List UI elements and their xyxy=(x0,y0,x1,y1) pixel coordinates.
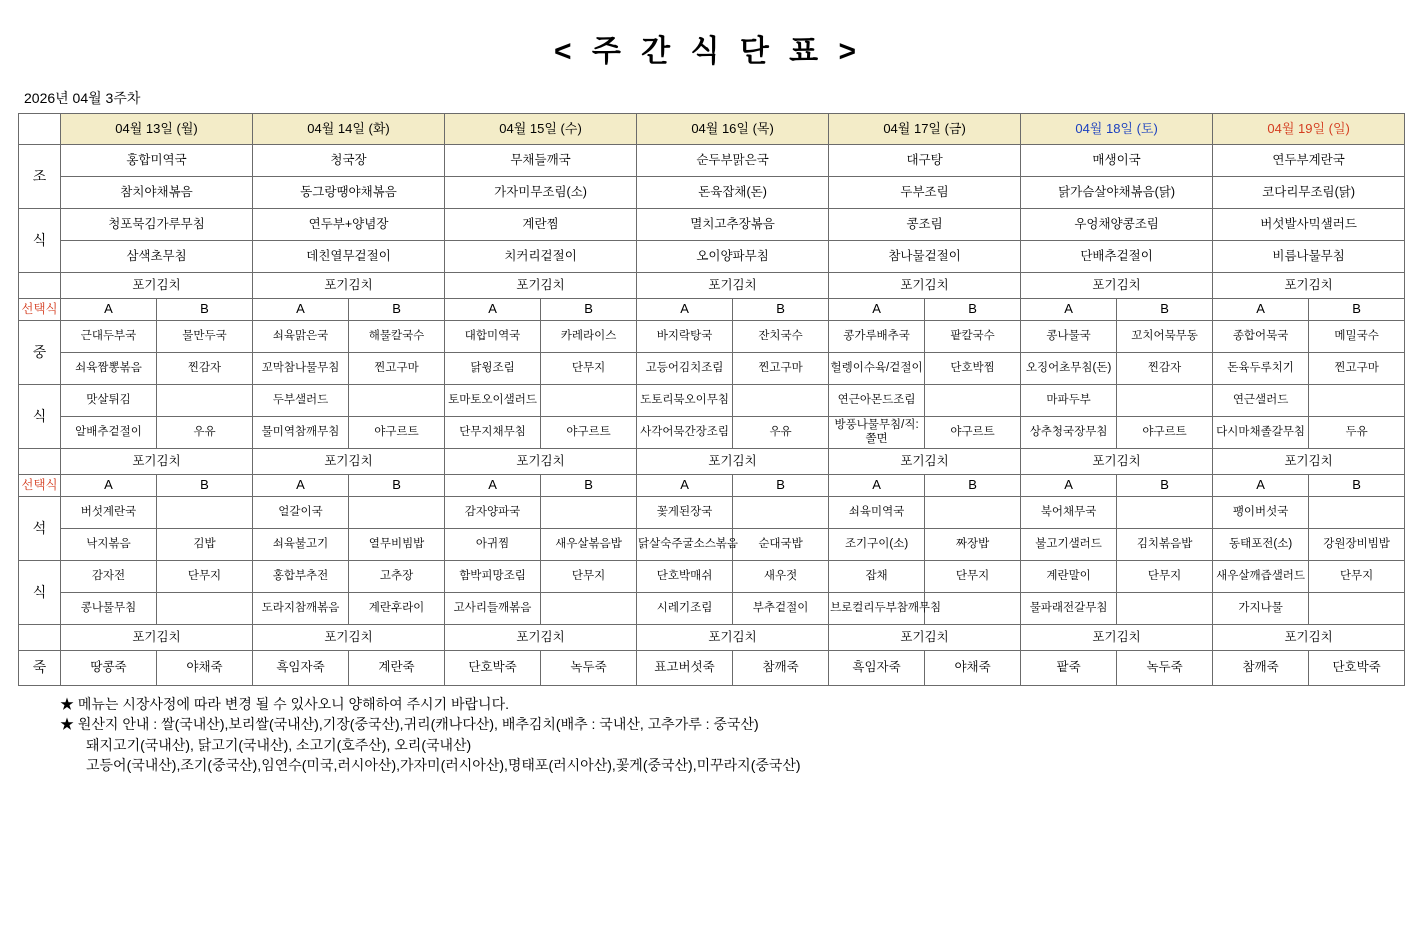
breakfast-kimchi-sat: 포기김치 xyxy=(1021,273,1213,299)
breakfast-sun-2: 코다리무조림(닭) xyxy=(1213,177,1405,209)
header-corner xyxy=(19,114,61,145)
breakfast-thu-4: 오이양파무침 xyxy=(637,241,829,273)
dinner-mon-a-2: 낙지볶음 xyxy=(61,529,157,561)
porridge-wed-b: 녹두죽 xyxy=(541,651,637,686)
dinner-mon-b-1 xyxy=(157,497,253,529)
dinner-kimchi-mon: 포기김치 xyxy=(61,625,253,651)
dinner-sat-b-2: 김치볶음밥 xyxy=(1117,529,1213,561)
dinner-mon-a-1: 버섯계란국 xyxy=(61,497,157,529)
lunch-wed-a-1: 대합미역국 xyxy=(445,321,541,353)
dinner-fri-a-label: A xyxy=(829,475,925,497)
lunch-kimchi-sat: 포기김치 xyxy=(1021,449,1213,475)
lunch-thu-a-2: 고등어김치조림 xyxy=(637,353,733,385)
lunch-tue-a-label: A xyxy=(253,299,349,321)
dinner-sun-b-4 xyxy=(1309,593,1405,625)
lunch-wed-b-4: 야구르트 xyxy=(541,417,637,449)
dinner-wed-b-4 xyxy=(541,593,637,625)
lunch-mon-a-3: 맛살튀김 xyxy=(61,385,157,417)
row-label-lunch-2: 식 xyxy=(19,385,61,449)
dinner-sun-b-3: 단무지 xyxy=(1309,561,1405,593)
dinner-thu-b-1 xyxy=(733,497,829,529)
dinner-row-2 xyxy=(19,529,1405,561)
note-line-3: 돼지고기(국내산), 닭고기(국내산), 소고기(호주산), 오리(국내산) xyxy=(86,736,472,753)
breakfast-thu-2: 돈육잡채(돈) xyxy=(637,177,829,209)
porridge-sat-b: 녹두죽 xyxy=(1117,651,1213,686)
lunch-fri-b-2: 단호박찜 xyxy=(925,353,1021,385)
breakfast-wed-2: 가자미무조림(소) xyxy=(445,177,637,209)
breakfast-sun-1: 연두부계란국 xyxy=(1213,145,1405,177)
lunch-fri-a-1: 콩가루배추국 xyxy=(829,321,925,353)
dinner-sat-a-label: A xyxy=(1021,475,1117,497)
lunch-wed-b-3 xyxy=(541,385,637,417)
dinner-thu-b-2: 순대국밥 xyxy=(733,529,829,561)
lunch-sun-b-2: 찐고구마 xyxy=(1309,353,1405,385)
dinner-thu-a-4: 시레기조림 xyxy=(637,593,733,625)
row-label-dinner-kimchi xyxy=(19,625,61,651)
breakfast-tue-4: 데친열무겉절이 xyxy=(253,241,445,273)
dinner-mon-a-4: 콩나물무침 xyxy=(61,593,157,625)
lunch-sat-a-label: A xyxy=(1021,299,1117,321)
lunch-wed-a-2: 닭윙조림 xyxy=(445,353,541,385)
dinner-kimchi-wed: 포기김치 xyxy=(445,625,637,651)
lunch-sat-a-4: 상추청국장무침 xyxy=(1021,417,1117,449)
lunch-tue-a-3: 두부샐러드 xyxy=(253,385,349,417)
dinner-sun-a-label: A xyxy=(1213,475,1309,497)
day-header-fri: 04월 17일 (금) xyxy=(829,114,1021,145)
dinner-choice-label: 선택식 xyxy=(19,475,61,497)
dinner-kimchi-sat: 포기김치 xyxy=(1021,625,1213,651)
lunch-thu-a-1: 바지락탕국 xyxy=(637,321,733,353)
dinner-kimchi-tue: 포기김치 xyxy=(253,625,445,651)
dinner-tue-a-2: 쇠육불고기 xyxy=(253,529,349,561)
dinner-wed-b-3: 단무지 xyxy=(541,561,637,593)
breakfast-mon-1: 홍합미역국 xyxy=(61,145,253,177)
lunch-mon-b-1: 물만두국 xyxy=(157,321,253,353)
day-header-tue: 04월 14일 (화) xyxy=(253,114,445,145)
lunch-fri-b-1: 팥칼국수 xyxy=(925,321,1021,353)
porridge-mon-a: 땅콩죽 xyxy=(61,651,157,686)
weekly-menu-page xyxy=(0,26,1416,942)
dinner-tue-b-2: 열무비빔밥 xyxy=(349,529,445,561)
lunch-tue-b-3 xyxy=(349,385,445,417)
dinner-kimchi-sun: 포기김치 xyxy=(1213,625,1405,651)
breakfast-kimchi-mon: 포기김치 xyxy=(61,273,253,299)
dinner-wed-a-1: 감자양파국 xyxy=(445,497,541,529)
lunch-mon-b-3 xyxy=(157,385,253,417)
dinner-wed-b-2: 새우살볶음밥 xyxy=(541,529,637,561)
breakfast-sat-1: 매생이국 xyxy=(1021,145,1213,177)
dinner-choice-row xyxy=(19,475,1405,497)
porridge-fri-b: 야채죽 xyxy=(925,651,1021,686)
dinner-thu-a-3: 단호박매쉬 xyxy=(637,561,733,593)
day-header-sat: 04월 18일 (토) xyxy=(1021,114,1213,145)
dinner-row-3 xyxy=(19,561,1405,593)
lunch-kimchi-fri: 포기김치 xyxy=(829,449,1021,475)
lunch-kimchi-thu: 포기김치 xyxy=(637,449,829,475)
lunch-tue-b-4: 야구르트 xyxy=(349,417,445,449)
lunch-tue-b-1: 해물칼국수 xyxy=(349,321,445,353)
breakfast-fri-1: 대구탕 xyxy=(829,145,1021,177)
lunch-kimchi-sun: 포기김치 xyxy=(1213,449,1405,475)
breakfast-mon-2: 참치야채볶음 xyxy=(61,177,253,209)
dinner-sun-a-3: 새우살깨즙샐러드 xyxy=(1213,561,1309,593)
porridge-tue-a: 흑임자죽 xyxy=(253,651,349,686)
lunch-tue-b-2: 찐고구마 xyxy=(349,353,445,385)
dinner-fri-b-3: 단무지 xyxy=(925,561,1021,593)
breakfast-mon-3: 청포묵김가루무침 xyxy=(61,209,253,241)
dinner-wed-a-2: 아귀찜 xyxy=(445,529,541,561)
dinner-mon-a-3: 감자전 xyxy=(61,561,157,593)
dinner-sat-a-3: 계란말이 xyxy=(1021,561,1117,593)
lunch-wed-b-2: 단무지 xyxy=(541,353,637,385)
breakfast-row-2 xyxy=(19,177,1405,209)
dinner-mon-b-3: 단무지 xyxy=(157,561,253,593)
lunch-fri-b-4: 야구르트 xyxy=(925,417,1021,449)
day-header-thu: 04월 16일 (목) xyxy=(637,114,829,145)
dinner-thu-b-3: 새우젓 xyxy=(733,561,829,593)
breakfast-sat-2: 닭가슴살야채볶음(닭) xyxy=(1021,177,1213,209)
lunch-sun-b-4: 두유 xyxy=(1309,417,1405,449)
lunch-row-2 xyxy=(19,353,1405,385)
breakfast-wed-1: 무채들깨국 xyxy=(445,145,637,177)
porridge-fri-a: 흑임자죽 xyxy=(829,651,925,686)
breakfast-row-1 xyxy=(19,145,1405,177)
dinner-tue-b-label: B xyxy=(349,475,445,497)
dinner-wed-a-label: A xyxy=(445,475,541,497)
dinner-tue-a-3: 홍합부추전 xyxy=(253,561,349,593)
row-label-dinner-2: 식 xyxy=(19,561,61,625)
dinner-kimchi-thu: 포기김치 xyxy=(637,625,829,651)
porridge-sun-a: 참깨죽 xyxy=(1213,651,1309,686)
lunch-mon-a-label: A xyxy=(61,299,157,321)
row-label-lunch-1: 중 xyxy=(19,321,61,385)
dinner-sat-b-label: B xyxy=(1117,475,1213,497)
dinner-fri-a-3: 잡채 xyxy=(829,561,925,593)
dinner-tue-a-label: A xyxy=(253,475,349,497)
lunch-sun-b-3 xyxy=(1309,385,1405,417)
week-label: 2026년 04월 3주차 xyxy=(24,90,141,106)
porridge-row xyxy=(19,651,1405,686)
lunch-mon-a-4: 알배추겉절이 xyxy=(61,417,157,449)
lunch-sun-a-label: A xyxy=(1213,299,1309,321)
dinner-row-1 xyxy=(19,497,1405,529)
lunch-fri-a-label: A xyxy=(829,299,925,321)
breakfast-row-4 xyxy=(19,241,1405,273)
dinner-kimchi-fri: 포기김치 xyxy=(829,625,1021,651)
breakfast-fri-4: 참나물겉절이 xyxy=(829,241,1021,273)
porridge-sat-a: 팥죽 xyxy=(1021,651,1117,686)
breakfast-fri-3: 콩조림 xyxy=(829,209,1021,241)
weekly-menu-table xyxy=(18,113,1405,686)
lunch-tue-a-4: 물미역참깨무침 xyxy=(253,417,349,449)
lunch-kimchi-row xyxy=(19,449,1405,475)
breakfast-kimchi-sun: 포기김치 xyxy=(1213,273,1405,299)
lunch-sun-a-1: 종합어묵국 xyxy=(1213,321,1309,353)
lunch-wed-b-label: B xyxy=(541,299,637,321)
lunch-tue-a-1: 쇠육맑은국 xyxy=(253,321,349,353)
lunch-thu-a-label: A xyxy=(637,299,733,321)
lunch-mon-b-2: 찐감자 xyxy=(157,353,253,385)
dinner-sun-a-4: 가지나물 xyxy=(1213,593,1309,625)
lunch-sat-b-label: B xyxy=(1117,299,1213,321)
lunch-sun-a-3: 연근샐러드 xyxy=(1213,385,1309,417)
lunch-kimchi-wed: 포기김치 xyxy=(445,449,637,475)
lunch-thu-b-4: 우유 xyxy=(733,417,829,449)
dinner-thu-b-label: B xyxy=(733,475,829,497)
lunch-tue-b-label: B xyxy=(349,299,445,321)
breakfast-kimchi-wed: 포기김치 xyxy=(445,273,637,299)
breakfast-sun-3: 버섯발사믹샐러드 xyxy=(1213,209,1405,241)
lunch-thu-b-3 xyxy=(733,385,829,417)
row-label-porridge: 죽 xyxy=(19,651,61,686)
breakfast-wed-3: 계란찜 xyxy=(445,209,637,241)
dinner-wed-b-1 xyxy=(541,497,637,529)
breakfast-kimchi-fri: 포기김치 xyxy=(829,273,1021,299)
note-line-4: 고등어(국내산),조기(중국산),임연수(미국,러시아산),가자미(러시아산),명태포(러시아산),꽃게(중국산),미꾸라지(중국산) xyxy=(86,756,801,773)
lunch-sat-b-2: 찐감자 xyxy=(1117,353,1213,385)
breakfast-thu-3: 멸치고추장볶음 xyxy=(637,209,829,241)
dinner-thu-b-4: 부추겉절이 xyxy=(733,593,829,625)
lunch-sat-a-3: 마파두부 xyxy=(1021,385,1117,417)
dinner-sat-a-4: 물파래전갈무침 xyxy=(1021,593,1117,625)
lunch-thu-b-label: B xyxy=(733,299,829,321)
dinner-tue-b-4: 계란후라이 xyxy=(349,593,445,625)
dinner-mon-a-label: A xyxy=(61,475,157,497)
dinner-sat-a-1: 북어채무국 xyxy=(1021,497,1117,529)
lunch-kimchi-tue: 포기김치 xyxy=(253,449,445,475)
lunch-sat-b-1: 꼬치어묵무동 xyxy=(1117,321,1213,353)
porridge-tue-b: 계란죽 xyxy=(349,651,445,686)
dinner-wed-a-3: 함박피망조림 xyxy=(445,561,541,593)
dinner-row-4 xyxy=(19,593,1405,625)
lunch-sat-b-3 xyxy=(1117,385,1213,417)
dinner-sun-a-2: 동태포전(소) xyxy=(1213,529,1309,561)
porridge-mon-b: 야채죽 xyxy=(157,651,253,686)
lunch-thu-a-3: 도토리묵오이무침 xyxy=(637,385,733,417)
dinner-fri-b-label: B xyxy=(925,475,1021,497)
dinner-kimchi-row xyxy=(19,625,1405,651)
porridge-thu-a: 표고버섯죽 xyxy=(637,651,733,686)
lunch-choice-label: 선택식 xyxy=(19,299,61,321)
lunch-fri-b-3 xyxy=(925,385,1021,417)
lunch-choice-row xyxy=(19,299,1405,321)
lunch-mon-b-4: 우유 xyxy=(157,417,253,449)
porridge-wed-a: 단호박죽 xyxy=(445,651,541,686)
lunch-fri-a-2: 헐렝이수육/겉절이 xyxy=(829,353,925,385)
dinner-wed-b-label: B xyxy=(541,475,637,497)
dinner-wed-a-4: 고사리들깨볶음 xyxy=(445,593,541,625)
table-header-row xyxy=(19,114,1405,145)
breakfast-tue-2: 동그랑땡야채볶음 xyxy=(253,177,445,209)
row-label-breakfast-1: 조 xyxy=(19,145,61,209)
dinner-sat-b-4 xyxy=(1117,593,1213,625)
breakfast-sat-4: 단배추겉절이 xyxy=(1021,241,1213,273)
breakfast-tue-3: 연두부+양념장 xyxy=(253,209,445,241)
lunch-sat-b-4: 야구르트 xyxy=(1117,417,1213,449)
day-header-mon: 04월 13일 (월) xyxy=(61,114,253,145)
breakfast-kimchi-row xyxy=(19,273,1405,299)
note-line-1: ★ 메뉴는 시장사정에 따라 변경 될 수 있사오니 양해하여 주시기 바랍니다. xyxy=(60,696,509,712)
dinner-mon-b-4 xyxy=(157,593,253,625)
row-label-lunch-kimchi xyxy=(19,449,61,475)
row-label-breakfast-kimchi xyxy=(19,273,61,299)
lunch-tue-a-2: 꼬막참나물무침 xyxy=(253,353,349,385)
dinner-sat-b-1 xyxy=(1117,497,1213,529)
lunch-wed-a-3: 토마토오이샐러드 xyxy=(445,385,541,417)
breakfast-fri-2: 두부조림 xyxy=(829,177,1021,209)
dinner-sun-a-1: 팽이버섯국 xyxy=(1213,497,1309,529)
lunch-fri-b-label: B xyxy=(925,299,1021,321)
dinner-thu-a-label: A xyxy=(637,475,733,497)
breakfast-kimchi-tue: 포기김치 xyxy=(253,273,445,299)
dinner-sun-b-2: 강원장비빔밥 xyxy=(1309,529,1405,561)
dinner-thu-a-1: 꽃게된장국 xyxy=(637,497,733,529)
dinner-fri-a-1: 쇠육미역국 xyxy=(829,497,925,529)
breakfast-row-3 xyxy=(19,209,1405,241)
lunch-row-1 xyxy=(19,321,1405,353)
dinner-fri-b-2: 짜장밥 xyxy=(925,529,1021,561)
dinner-fri-a-2: 조기구이(소) xyxy=(829,529,925,561)
footer-notes xyxy=(60,694,1398,775)
breakfast-tue-1: 청국장 xyxy=(253,145,445,177)
lunch-row-4 xyxy=(19,417,1405,449)
lunch-sat-a-1: 콩나물국 xyxy=(1021,321,1117,353)
lunch-fri-a-4: 방풍나물무침/직:쫄면 xyxy=(829,417,925,449)
lunch-thu-b-2: 찐고구마 xyxy=(733,353,829,385)
dinner-thu-a-2: 닭살숙주굴소스볶음 xyxy=(637,529,733,561)
lunch-mon-a-2: 쇠육짬뽕볶음 xyxy=(61,353,157,385)
lunch-row-3 xyxy=(19,385,1405,417)
lunch-wed-b-1: 카레라이스 xyxy=(541,321,637,353)
dinner-fri-b-1 xyxy=(925,497,1021,529)
breakfast-thu-1: 순두부맑은국 xyxy=(637,145,829,177)
lunch-fri-a-3: 연근아몬드조림 xyxy=(829,385,925,417)
dinner-tue-b-3: 고추장 xyxy=(349,561,445,593)
breakfast-mon-4: 삼색초무침 xyxy=(61,241,253,273)
breakfast-sun-4: 비름나물무침 xyxy=(1213,241,1405,273)
lunch-sun-a-4: 다시마채졸갈무침 xyxy=(1213,417,1309,449)
dinner-tue-a-4: 도라지참깨볶음 xyxy=(253,593,349,625)
lunch-sun-a-2: 돈육두루치기 xyxy=(1213,353,1309,385)
page-title: < 주 간 식 단 표 > xyxy=(554,35,862,68)
day-header-wed: 04월 15일 (수) xyxy=(445,114,637,145)
lunch-mon-a-1: 근대두부국 xyxy=(61,321,157,353)
dinner-sat-a-2: 불고기샐러드 xyxy=(1021,529,1117,561)
lunch-thu-b-1: 잔치국수 xyxy=(733,321,829,353)
row-label-breakfast-2: 식 xyxy=(19,209,61,273)
dinner-sun-b-1 xyxy=(1309,497,1405,529)
dinner-mon-b-label: B xyxy=(157,475,253,497)
lunch-sun-b-label: B xyxy=(1309,299,1405,321)
lunch-mon-b-label: B xyxy=(157,299,253,321)
dinner-sun-b-label: B xyxy=(1309,475,1405,497)
lunch-sun-b-1: 메밀국수 xyxy=(1309,321,1405,353)
dinner-tue-b-1 xyxy=(349,497,445,529)
dinner-sat-b-3: 단무지 xyxy=(1117,561,1213,593)
lunch-thu-a-4: 사각어묵간장조림 xyxy=(637,417,733,449)
porridge-thu-b: 참깨죽 xyxy=(733,651,829,686)
breakfast-sat-3: 우엉채양콩조림 xyxy=(1021,209,1213,241)
note-line-2: ★ 원산지 안내 : 쌀(국내산),보리쌀(국내산),기장(중국산),귀리(캐나다산), 배추김치(배추 : 국내산, 고추가루 : 중국산) xyxy=(60,716,759,733)
dinner-mon-b-2: 김밥 xyxy=(157,529,253,561)
lunch-wed-a-label: A xyxy=(445,299,541,321)
breakfast-kimchi-thu: 포기김치 xyxy=(637,273,829,299)
breakfast-wed-4: 치커리겉절이 xyxy=(445,241,637,273)
row-label-dinner-1: 석 xyxy=(19,497,61,561)
porridge-sun-b: 단호박죽 xyxy=(1309,651,1405,686)
dinner-tue-a-1: 얼갈이국 xyxy=(253,497,349,529)
dinner-fri-a-4: 브로컬리두부참깨무침 xyxy=(829,593,925,625)
lunch-sat-a-2: 오징어초무침(돈) xyxy=(1021,353,1117,385)
lunch-wed-a-4: 단무지채무침 xyxy=(445,417,541,449)
day-header-sun: 04월 19일 (일) xyxy=(1213,114,1405,145)
lunch-kimchi-mon: 포기김치 xyxy=(61,449,253,475)
